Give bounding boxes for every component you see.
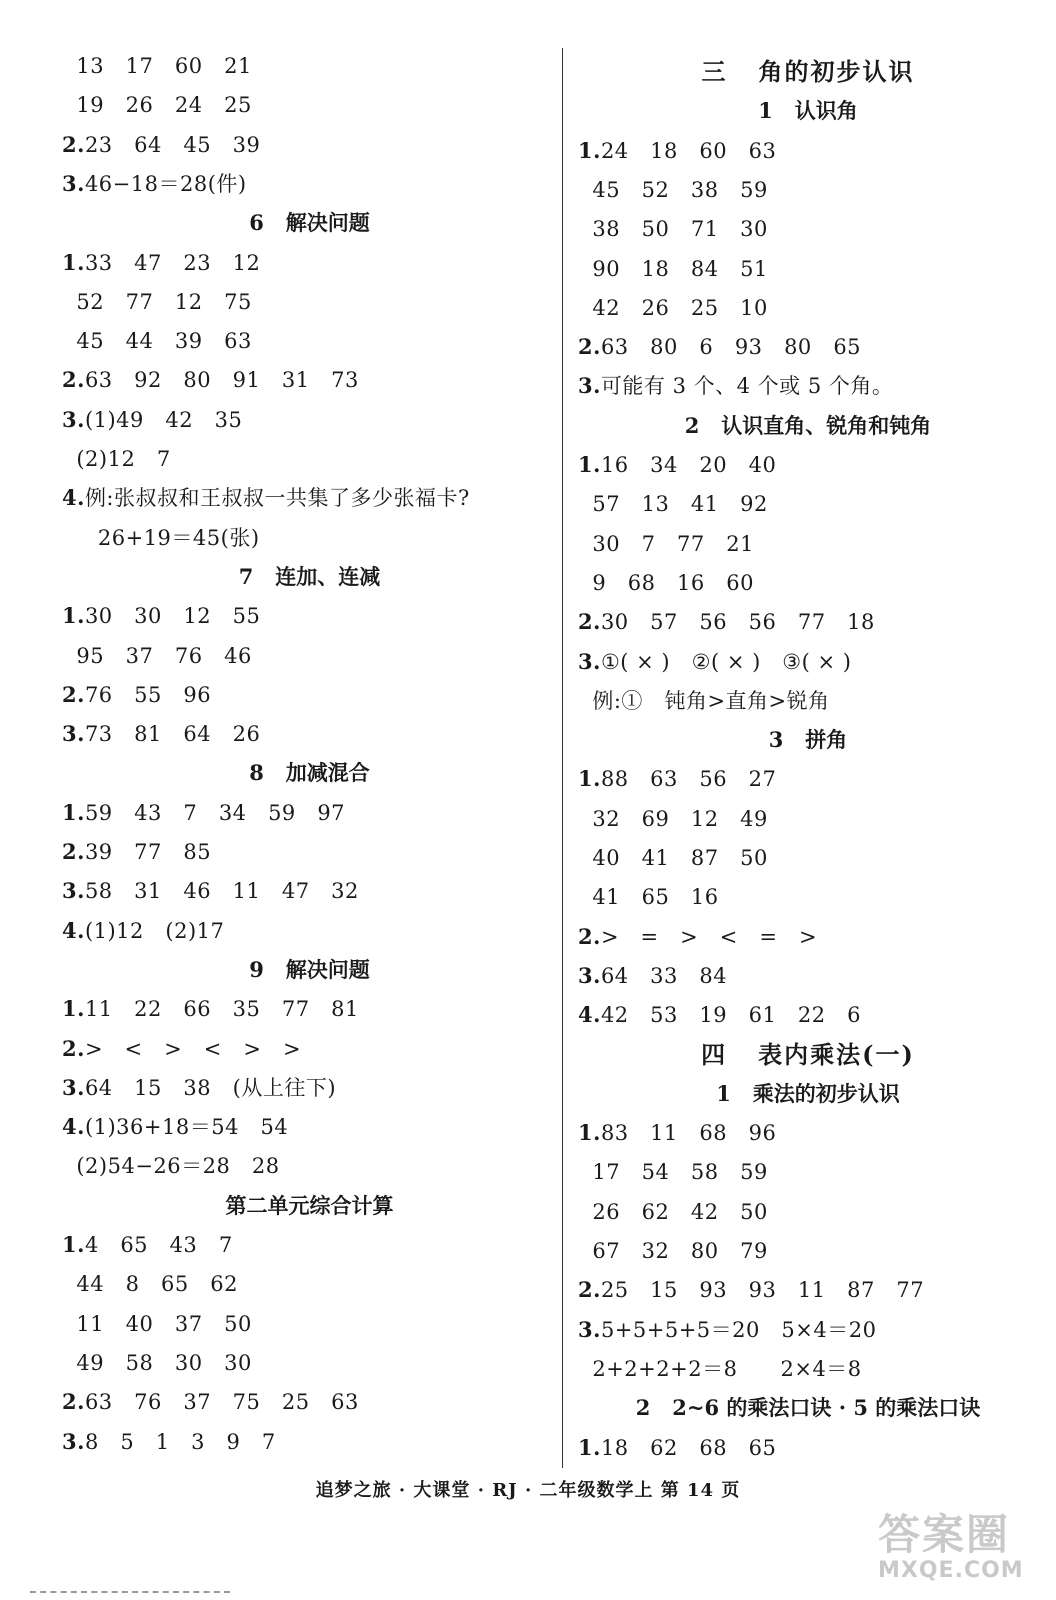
answer-text: 4 65 43 7 (84, 1233, 233, 1257)
answer-text: 64 15 38 (从上往下) (84, 1075, 337, 1100)
answer-text: 11 40 37 50 (62, 1311, 252, 1336)
answer-line (578, 687, 830, 715)
answer-line (62, 917, 224, 945)
question-number: 1. (62, 603, 85, 629)
section-heading: 三 角的初步认识 (701, 57, 915, 86)
answer-line (578, 923, 817, 951)
answer-line (62, 1035, 301, 1063)
answer-text: 8 5 1 3 9 7 (84, 1429, 276, 1454)
answer-line (62, 170, 247, 198)
answer-line (578, 1198, 768, 1226)
answer-text: 26 62 42 50 (578, 1199, 768, 1224)
question-number: 2. (62, 367, 85, 393)
answer-line (578, 1316, 876, 1344)
question-number: 3. (62, 721, 85, 747)
answer-line (62, 131, 260, 159)
question-number: 3. (578, 373, 601, 399)
answer-text: 63 76 37 75 25 63 (84, 1390, 359, 1415)
answer-line (578, 648, 851, 676)
question-number: 2. (62, 1389, 85, 1415)
answer-line (62, 1270, 238, 1298)
section-heading: 四 表内乘法(一) (701, 1039, 915, 1069)
question-number: 3. (62, 1428, 85, 1454)
question-number: 2. (578, 923, 601, 949)
answer-line (62, 1310, 252, 1338)
answer-text: 17 54 58 59 (578, 1160, 768, 1185)
answer-text: 52 77 12 75 (62, 289, 252, 314)
answer-text: 例:张叔叔和王叔叔一共集了多少张福卡? (84, 486, 470, 511)
answer-text: 83 11 68 96 (600, 1121, 777, 1146)
question-number: 3. (62, 1074, 85, 1100)
section-heading: 3 拼角 (768, 727, 848, 753)
answer-line (62, 1113, 288, 1141)
answer-text: (1)12 (2)17 (84, 918, 225, 943)
answer-text: 88 63 56 27 (600, 767, 777, 792)
question-number: 3. (62, 878, 85, 904)
answer-text: 33 47 23 12 (84, 250, 261, 275)
answer-line (578, 255, 768, 283)
question-number: 1. (62, 996, 85, 1022)
answer-line (578, 176, 768, 204)
answer-text: 例:① 钝角>直角>锐角 (578, 688, 830, 713)
answer-text: 32 69 12 49 (578, 806, 768, 831)
answer-line (62, 642, 252, 670)
answer-text: 44 8 65 62 (62, 1272, 238, 1297)
answer-line (578, 137, 776, 165)
answer-line (578, 569, 754, 597)
answer-text: 49 58 30 30 (62, 1350, 252, 1375)
question-number: 1. (578, 1434, 601, 1460)
question-number: 2. (62, 681, 85, 707)
answer-line (62, 1231, 233, 1259)
question-number: 3. (578, 648, 601, 674)
answer-line (578, 844, 768, 872)
answer-line (62, 327, 252, 355)
answer-text: 38 50 71 30 (578, 217, 768, 242)
section-heading: 2 认识直角、锐角和钝角 (684, 412, 932, 438)
answer-text: 59 43 7 34 59 97 (84, 800, 346, 825)
answer-line (578, 333, 861, 361)
question-number: 1. (62, 1232, 85, 1257)
section-heading: 8 加减混合 (249, 760, 370, 786)
section-heading: 2 2~6 的乘法口诀 · 5 的乘法口诀 (635, 1395, 981, 1421)
answer-line (578, 1001, 861, 1029)
page-edge-mark (30, 1591, 230, 1596)
answer-text: 30 7 77 21 (578, 531, 754, 556)
answer-text: 24 18 60 63 (600, 138, 777, 163)
answer-line (578, 1158, 768, 1186)
answer-text: 46−18＝28(件) (84, 171, 247, 196)
answer-text: ①( × ) ②( × ) ③( × ) (600, 649, 852, 674)
answer-line (62, 877, 359, 905)
answer-line (62, 484, 470, 512)
answer-text: 30 57 56 56 77 18 (600, 610, 875, 635)
answer-text: 9 68 16 60 (578, 570, 754, 595)
answer-line (578, 1119, 776, 1147)
question-number: 4. (62, 917, 85, 943)
watermark-logo (878, 1512, 1038, 1592)
answer-text: 16 34 20 40 (600, 453, 777, 477)
answer-line (578, 372, 893, 400)
question-number: 3. (62, 170, 85, 196)
answer-line (578, 1434, 776, 1462)
answer-text: 42 26 25 10 (578, 295, 768, 320)
answer-line (578, 530, 754, 558)
answer-text: 5+5+5+5＝20 5×4＝20 (600, 1317, 877, 1342)
question-number: 1. (62, 799, 85, 825)
answer-line (62, 1388, 359, 1416)
answer-line (578, 215, 768, 243)
answer-line (62, 1349, 252, 1377)
answer-text: 18 62 68 65 (600, 1435, 777, 1460)
answer-text: 41 65 16 (578, 885, 719, 910)
question-number: 1. (62, 249, 85, 275)
answer-text: 64 33 84 (600, 963, 728, 988)
answer-line (62, 1074, 336, 1102)
answer-line (62, 524, 260, 552)
answer-line (578, 451, 776, 479)
answer-text: 2+2+2+2＝8 2×4＝8 (578, 1356, 862, 1381)
watermark-bottom: MXQE.COM (878, 1558, 1024, 1583)
answer-line (62, 52, 252, 80)
question-number: 2. (62, 839, 85, 864)
answer-text: 11 22 66 35 77 81 (84, 997, 359, 1022)
answer-line (62, 681, 211, 709)
answer-line (62, 799, 345, 827)
answer-text: 42 53 19 61 22 6 (600, 1003, 862, 1028)
page-footer: 追梦之旅 · 大课堂 · RJ · 二年级数学上 第 14 页 (315, 1480, 741, 1501)
answer-line (62, 1152, 280, 1180)
section-heading: 9 解决问题 (249, 956, 370, 982)
column-divider (562, 48, 563, 1468)
answer-text: 25 15 93 93 11 87 77 (600, 1278, 925, 1303)
answer-line (578, 608, 875, 636)
question-number: 3. (578, 1316, 601, 1342)
answer-text: 可能有 3 个、4 个或 5 个角。 (600, 374, 894, 399)
answer-text: (2)12 7 (62, 447, 171, 471)
section-heading: 1 认识角 (758, 98, 858, 124)
question-number: 4. (578, 1002, 601, 1028)
question-number: 4. (62, 485, 85, 511)
answer-text: 58 31 46 11 47 32 (84, 879, 359, 904)
answer-line (62, 366, 359, 394)
answer-text: 63 92 80 91 31 73 (84, 368, 359, 393)
answer-text: 95 37 76 46 (62, 643, 252, 668)
question-number: 2. (578, 1277, 601, 1303)
question-number: 3. (62, 406, 85, 432)
section-heading: 第二单元综合计算 (225, 1192, 394, 1218)
answer-text: 39 77 85 (84, 840, 212, 864)
answer-text: > < > < > > (84, 1036, 302, 1061)
answer-text: 76 55 96 (84, 682, 212, 707)
answer-line (62, 720, 260, 748)
answer-text: (1)49 42 35 (84, 407, 243, 432)
question-number: 2. (578, 334, 601, 360)
answer-text: (2)54−26＝28 28 (62, 1154, 280, 1179)
answer-text: 45 52 38 59 (578, 177, 768, 202)
answer-text: 19 26 24 25 (62, 93, 252, 118)
answer-line (62, 838, 211, 866)
section-heading: 6 解决问题 (249, 210, 370, 236)
answer-line (62, 995, 359, 1023)
answer-text: 26+19＝45(张) (62, 525, 260, 550)
answer-line (578, 962, 727, 990)
question-number: 2. (62, 1035, 85, 1061)
answer-text: > = > < = > (600, 924, 818, 949)
answer-text: (1)36+18＝54 54 (84, 1115, 289, 1140)
answer-line (578, 883, 719, 911)
question-number: 3. (578, 962, 601, 988)
question-number: 2. (578, 609, 601, 635)
answer-text: 67 32 80 79 (578, 1239, 768, 1263)
question-number: 1. (578, 137, 601, 163)
answer-text: 23 64 45 39 (84, 132, 261, 157)
question-number: 4. (62, 1114, 85, 1140)
answer-text: 73 81 64 26 (84, 722, 261, 747)
question-number: 1. (578, 452, 601, 477)
answer-line (578, 765, 776, 793)
answer-text: 30 30 12 55 (84, 604, 261, 629)
watermark-top: 答案圈 (878, 1510, 1011, 1559)
answer-line (578, 294, 768, 322)
section-heading: 7 连加、连减 (238, 563, 381, 589)
answer-line (62, 91, 252, 119)
answer-line (62, 602, 260, 630)
answer-text: 90 18 84 51 (578, 256, 768, 281)
question-number: 1. (578, 1120, 601, 1146)
answer-line (62, 288, 252, 316)
answer-text: 63 80 6 93 80 65 (600, 335, 862, 360)
answer-text: 45 44 39 63 (62, 329, 252, 354)
answer-text: 13 17 60 21 (62, 54, 252, 78)
answer-line (578, 1355, 862, 1383)
answer-line (578, 805, 768, 833)
answer-line (578, 490, 768, 518)
answer-text: 57 13 41 92 (578, 492, 768, 517)
answer-line (62, 445, 171, 473)
answer-line (62, 406, 242, 434)
question-number: 2. (62, 131, 85, 157)
answer-text: 40 41 87 50 (578, 846, 768, 870)
answer-line (62, 249, 260, 277)
section-heading: 1 乘法的初步认识 (716, 1080, 900, 1106)
answer-line (62, 1428, 276, 1456)
answer-line (578, 1237, 768, 1265)
answer-line (578, 1276, 924, 1304)
question-number: 1. (578, 766, 601, 792)
